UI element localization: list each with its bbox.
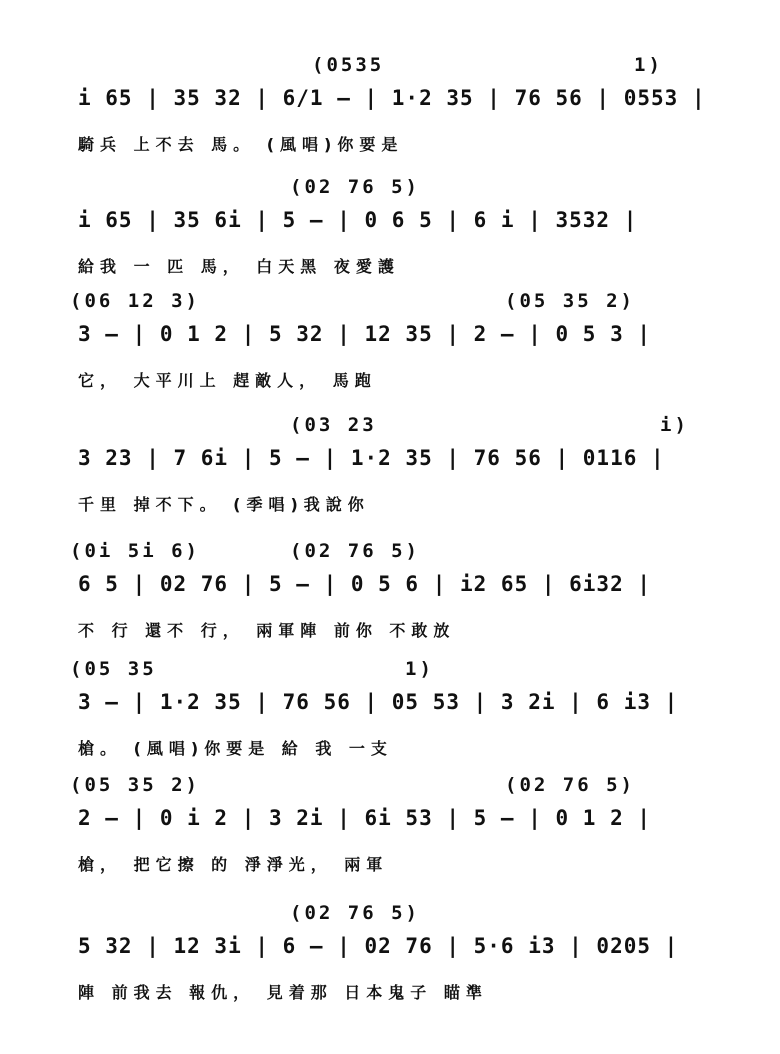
lyrics-line: 不 行 還不 行， 兩軍陣 前你 不敢放 <box>78 621 456 640</box>
interlude-motif: (06 12 3) <box>70 290 200 312</box>
score-system-5 <box>0 540 780 660</box>
score-system-6 <box>0 658 780 778</box>
interlude-motif: (05 35 <box>70 658 157 680</box>
lyrics-line: 它， 大平川上 趕敵人， 馬跑 <box>78 371 377 390</box>
interlude-motif: (05 35 2) <box>70 774 200 796</box>
notation-line: 3 — | 1·2 35 | 76 56 | 05 53 | 3 2i | 6 i3 | <box>78 690 679 714</box>
interlude-motif: (0535 <box>312 54 385 76</box>
interlude-motif: i) <box>660 414 689 436</box>
notation-line: i 65 | 35 32 | 6/1 — | 1·2 35 | 76 56 | 0553 | <box>78 86 706 110</box>
score-system-2 <box>0 176 780 296</box>
lyrics-line: 陣 前我去 報仇， 見着那 日本鬼子 瞄準 <box>78 983 488 1002</box>
interlude-motif: (02 76 5) <box>290 176 420 198</box>
lyrics-line: 槍。 (風唱)你要是 給 我 一支 <box>78 739 393 758</box>
notation-line: i 65 | 35 6i | 5 — | 0 6 5 | 6 i | 3532 | <box>78 208 638 232</box>
score-system-7 <box>0 774 780 894</box>
interlude-motif: (02 76 5) <box>505 774 635 796</box>
score-system-4 <box>0 414 780 534</box>
notation-line: 2 — | 0 i 2 | 3 2i | 6i 53 | 5 — | 0 1 2 | <box>78 806 652 830</box>
interlude-motif: 1) <box>634 54 663 76</box>
lyrics-line: 給我 一 匹 馬， 白天黑 夜愛護 <box>78 257 400 276</box>
notation-line: 3 23 | 7 6i | 5 — | 1·2 35 | 76 56 | 0116 | <box>78 446 665 470</box>
interlude-motif: (05 35 2) <box>505 290 635 312</box>
lyrics-line: 騎兵 上不去 馬。 (風唱)你要是 <box>78 135 404 154</box>
interlude-motif: (0i 5i 6) <box>70 540 200 562</box>
notation-line: 5 32 | 12 3i | 6 — | 02 76 | 5·6 i3 | 0205 | <box>78 934 679 958</box>
interlude-motif: 1) <box>405 658 434 680</box>
notation-line: 3 — | 0 1 2 | 5 32 | 12 35 | 2 — | 0 5 3 | <box>78 322 652 346</box>
lyrics-line: 千里 掉不下。 (季唱)我說你 <box>78 495 370 514</box>
score-system-1 <box>0 54 780 174</box>
interlude-motif: (03 23 <box>290 414 377 436</box>
lyrics-line: 槍， 把它擦 的 淨淨光， 兩軍 <box>78 855 389 874</box>
interlude-motif: (02 76 5) <box>290 540 420 562</box>
score-system-3 <box>0 290 780 410</box>
score-system-8 <box>0 902 780 1022</box>
interlude-motif: (02 76 5) <box>290 902 420 924</box>
notation-line: 6 5 | 02 76 | 5 — | 0 5 6 | i2 65 | 6i32 | <box>78 572 652 596</box>
